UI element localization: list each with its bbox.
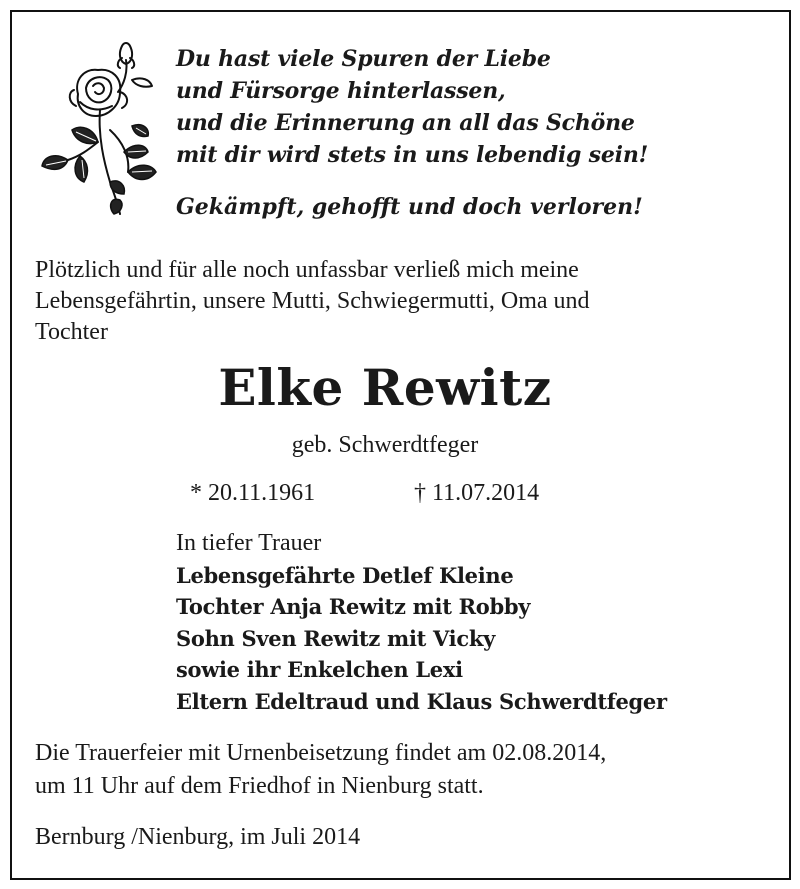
maiden-name: geb. Schwerdtfeger xyxy=(291,432,479,458)
poem-line: und die Erinnerung an all das Schöne xyxy=(176,110,635,136)
mourners-block xyxy=(176,528,667,717)
poem xyxy=(176,43,736,171)
deceased-name: Elke Rewitz xyxy=(218,358,552,417)
funeral-notice xyxy=(35,737,606,803)
death-date: † 11.07.2014 xyxy=(414,480,540,506)
motto: Gekämpft, gehofft und doch verloren! xyxy=(176,194,643,220)
intro-line: Tochter xyxy=(35,319,108,345)
funeral-line: Die Trauerfeier mit Urnenbeisetzung findet am 02.08.2014, xyxy=(35,740,607,766)
poem-line: Du hast viele Spuren der Liebe xyxy=(176,46,551,72)
birth-date: * 20.11.1961 xyxy=(190,480,316,506)
poem-line: und Fürsorge hinterlassen, xyxy=(176,78,506,104)
mourner-name: Sohn Sven Rewitz mit Vicky xyxy=(176,625,495,651)
intro-line: Plötzlich und für alle noch unfassbar verließ mich meine xyxy=(35,257,579,283)
mourner-name: sowie ihr Enkelchen Lexi xyxy=(176,657,463,682)
intro-text xyxy=(35,255,775,348)
funeral-line: um 11 Uhr auf dem Friedhof in Nienburg statt. xyxy=(35,773,484,799)
rose-illustration-icon xyxy=(38,32,168,217)
intro-line: Lebensgefährtin, unsere Mutti, Schwiegermutti, Oma und xyxy=(35,288,590,314)
mourner-name: Eltern Edeltraud und Klaus Schwerdtfeger xyxy=(176,688,667,714)
mourner-name: Tochter Anja Rewitz mit Robby xyxy=(176,594,531,619)
place-and-date: Bernburg /Nienburg, im Juli 2014 xyxy=(35,824,361,850)
mourner-name: Lebensgefährte Detlef Kleine xyxy=(176,562,514,588)
mourners-heading: In tiefer Trauer xyxy=(176,530,322,556)
poem-line: mit dir wird stets in uns lebendig sein! xyxy=(176,142,649,168)
